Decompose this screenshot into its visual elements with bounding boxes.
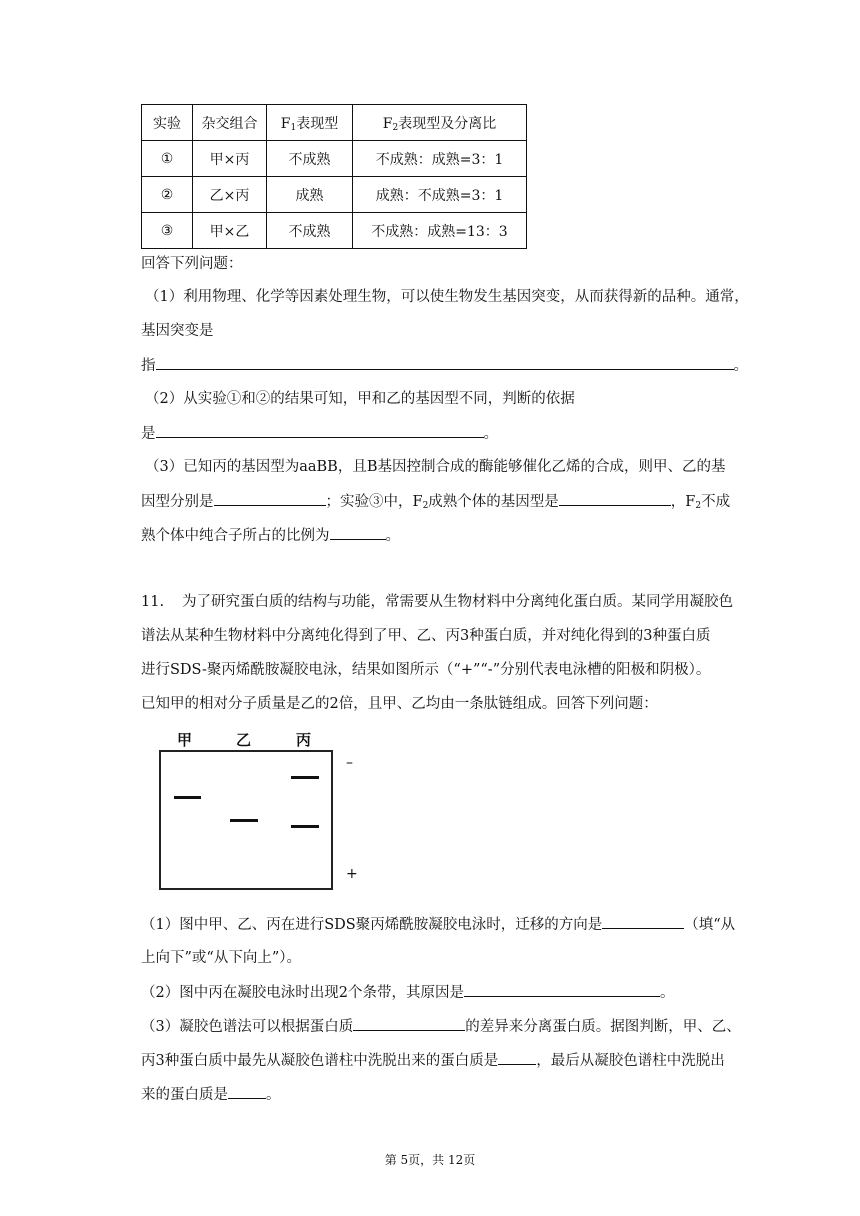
table-row bbox=[142, 213, 527, 249]
gel-label-yi: 乙 bbox=[236, 731, 252, 749]
question-number: 11. bbox=[141, 594, 165, 610]
answer-blank[interactable] bbox=[464, 982, 660, 997]
q10-part3-line3: 熟个体中纯合子所占的比例为 。 bbox=[141, 525, 400, 546]
cathode-sign: – bbox=[346, 755, 353, 771]
q11-sub3-line2: 丙3种蛋白质中最先从凝胶色谱柱中洗脱出来的蛋白质是 ，最后从凝胶色谱柱中洗脱出 bbox=[141, 1050, 725, 1071]
table-header-cell: 实验 bbox=[142, 105, 193, 141]
q10-intro: 回答下列问题： bbox=[141, 256, 243, 272]
table-cell: ② bbox=[142, 177, 193, 213]
q11-line2: 谱法从某种生物材料中分离纯化得到了甲、乙、丙3种蛋白质，并对纯化得到的3种蛋白质 bbox=[141, 628, 711, 644]
q10-part1-line3: 指 。 bbox=[141, 355, 748, 376]
gel-band-jia bbox=[174, 796, 201, 799]
q11-sub1-line1: （1）图中甲、乙、丙在进行SDS聚丙烯酰胺凝胶电泳时，迁移的方向是 （填“从 bbox=[141, 914, 735, 935]
table-row bbox=[142, 177, 527, 213]
q10-part1-line2: 基因突变是 bbox=[141, 323, 214, 339]
q11-sub3-line1: （3）凝胶色谱法可以根据蛋白质 的差异来分离蛋白质。据图判断，甲、乙、 bbox=[141, 1016, 741, 1037]
table-cell: 甲×丙 bbox=[193, 141, 267, 177]
q10-part2-line2: 是 。 bbox=[141, 423, 498, 444]
answer-blank[interactable] bbox=[353, 1016, 465, 1031]
answer-blank[interactable] bbox=[156, 355, 734, 370]
table-header-cell: $F_2$表现型及分离比 bbox=[353, 105, 527, 141]
q10-part3-line1: （3）已知丙的基因型为aaBB，且B基因控制合成的酶能够催化乙烯的合成，则甲、乙的基 bbox=[145, 459, 726, 475]
q11-sub1-line2: 上向下”或“从下向上”）。 bbox=[141, 950, 301, 966]
table-cell: 不成熟 bbox=[267, 213, 353, 249]
table-cell: 不成熟：成熟=3：1 bbox=[353, 141, 527, 177]
table-cell: ① bbox=[142, 141, 193, 177]
gel-band-bing-upper bbox=[291, 776, 319, 779]
table-header-cell: $F_1$表现型 bbox=[267, 105, 353, 141]
table-cell: ③ bbox=[142, 213, 193, 249]
table-cell: 成熟 bbox=[267, 177, 353, 213]
q11-line4: 已知甲的相对分子质量是乙的2倍，且甲、乙均由一条肽链组成。回答下列问题： bbox=[141, 696, 658, 712]
q11-line1: 11. 为了研究蛋白质的结构与功能，常需要从生物材料中分离纯化蛋白质。某同学用凝胶色 bbox=[141, 594, 734, 610]
gel-label-jia: 甲 bbox=[177, 731, 193, 749]
experiment-table bbox=[141, 104, 527, 249]
table-cell: 乙×丙 bbox=[193, 177, 267, 213]
q10-part3-line2: 因型分别是 ；实验③中，$F_2$成熟个体的基因型是 ，$F_2$不成 bbox=[141, 491, 730, 516]
table-cell: 不成熟 bbox=[267, 141, 353, 177]
gel-figure bbox=[150, 725, 365, 895]
page-footer: 第 5页，共 12页 bbox=[384, 1153, 476, 1167]
q11-sub2: （2）图中丙在凝胶电泳时出现2个条带，其原因是 。 bbox=[141, 982, 674, 1003]
q10-part1-line1: （1）利用物理、化学等因素处理生物，可以使生物发生基因突变，从而获得新的品种。通常， bbox=[145, 289, 749, 305]
q11-line3: 进行SDS-聚丙烯酰胺凝胶电泳，结果如图所示（“+”“-”分别代表电泳槽的阳极和阴极）。 bbox=[141, 662, 711, 678]
q10-part2-line1: （2）从实验①和②的结果可知，甲和乙的基因型不同，判断的依据 bbox=[145, 391, 575, 407]
answer-blank[interactable] bbox=[602, 914, 684, 929]
table-cell: 甲×乙 bbox=[193, 213, 267, 249]
anode-sign: + bbox=[346, 866, 358, 882]
answer-blank[interactable] bbox=[214, 491, 326, 506]
q11-sub3-line3: 来的蛋白质是 。 bbox=[141, 1084, 281, 1105]
gel-band-bing-lower bbox=[291, 825, 319, 828]
answer-blank[interactable] bbox=[228, 1084, 266, 1099]
table-header-row bbox=[142, 105, 527, 141]
gel-label-bing: 丙 bbox=[296, 731, 312, 749]
answer-blank[interactable] bbox=[330, 525, 386, 540]
gel-band-yi bbox=[230, 819, 258, 822]
answer-blank[interactable] bbox=[156, 423, 484, 438]
answer-blank[interactable] bbox=[498, 1050, 536, 1065]
answer-blank[interactable] bbox=[559, 491, 671, 506]
table-header-cell: 杂交组合 bbox=[193, 105, 267, 141]
table-cell: 不成熟：成熟=13：3 bbox=[353, 213, 527, 249]
table-row bbox=[142, 141, 527, 177]
table-cell: 成熟：不成熟=3：1 bbox=[353, 177, 527, 213]
